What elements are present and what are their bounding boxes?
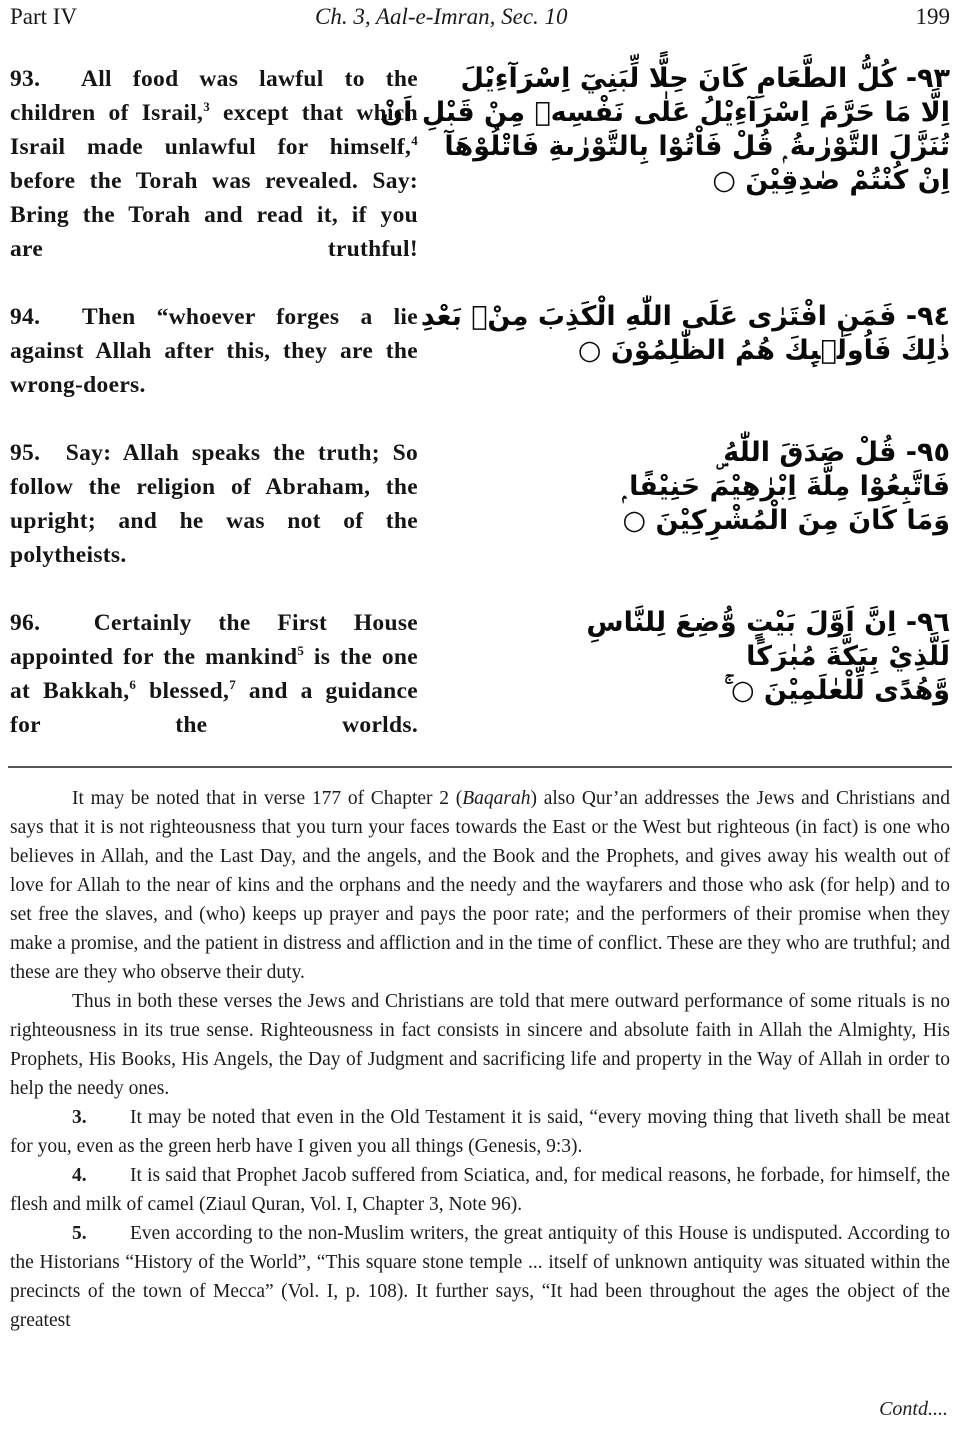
part-label: Part IV [10,4,78,29]
footnotes-section [10,784,950,1335]
verse-arabic [500,606,950,746]
commentary-paragraph: It may be noted that in verse 177 of Chapter 2 (Baqarah) also Qur’an addresses the Jews and Christians and says that it is not righteousness that you turn your faces towards the East or the West but righteous (in fact) is one who believes in Allah, and the Last Day, and the angels, and the Book and the Prophets, and gives away his wealth out of love for Allah to the near of kins and the orphans and the needy and the wayfarers and those who ask (for help) and to set free the slaves, and (who) keeps up prayer and pays the poor rate; and the performers of their promise when they make a promise, and the patient in distress and affliction and in the time of conflict. These are they who are truthful; and these are they who observe their duty. [10,788,950,983]
chapter-title: Ch. 3, Aal-e-Imran, Sec. 10 [315,4,568,29]
arabic-line: ٩٣- كُلُّ الطَّعَامِ كَانَ حِلًّا لِّبَنِيٓ اِسْرَآءِيْلَ [460,63,950,94]
verse-arabic [420,300,950,436]
arabic-line: ٩٥- قُلْ صَدَقَ اللّٰهُ ۣ [716,437,950,468]
footnote-marker[interactable]: 6 [129,677,137,693]
footnote-marker[interactable]: 7 [229,677,237,693]
footnote-number: 5. [72,1223,87,1244]
verse-93 [10,62,950,300]
verse-96 [10,606,950,746]
footnote-5: 5. Even according to the non-Muslim writers, the great antiquity of this House is undisputed. According to the Historians “History of the World”, “This square stone temple ... itself of unknown antiquity was situated within the precincts of the town of Mecca” (Vol. I, p. 108). It further says, “It had been throughout the ages the object of the greatest [10,1219,950,1335]
arabic-line: وَمَا كَانَ مِنَ الْمُشْرِكِيْنَ ○ [622,505,950,536]
verse-translation: 95. Say: Allah speaks the truth; So follow the religion of Abraham, the upright; and he was not of the polytheists. [10,440,418,568]
arabic-line: لَلَّذِيْ بِبَكَّةَ مُبٰرَكًا [746,641,950,672]
arabic-line: ذٰلِكَ فَاُولٰۗىِٕكَ هُمُ الظّٰلِمُوْنَ ○ [577,335,950,366]
footnote-marker[interactable]: 4 [411,133,418,149]
verse-number: 95. [10,440,41,466]
footnote-3: 3. It may be noted that even in the Old Testament it is said, “every moving thing that liveth shall be meat for you, even as the green herb have I given you all things (Genesis, 9:3). [10,1103,950,1161]
verse-95 [10,436,950,606]
arabic-line: ٩٤- فَمَنِ افْتَرٰى عَلَى اللّٰهِ الْكَذِبَ مِنْۢ بَعْدِ [420,301,950,332]
arabic-line: تُنَزَّلَ التَّوْرٰىةُ ۭ قُلْ فَاْتُوْا بِالتَّوْرٰىةِ فَاتْلُوْهَآ [444,131,950,162]
footnote-number: 4. [72,1165,87,1186]
footnote-4: 4. It is said that Prophet Jacob suffered from Sciatica, and, for medical reasons, he forbade, for himself, the flesh and milk of camel (Ziaul Quran, Vol. I, Chapter 3, Note 96). [10,1161,950,1219]
verse-translation: 96. Certainly the First House appointed for the mankind$^5$ is the one at Bakkah,$^6$ blessed,$^7$ and a guidance for the worlds. [10,610,418,738]
verses-section [10,62,950,746]
arabic-line: ٩٦- اِنَّ اَوَّلَ بَيْتٍ وُّضِعَ لِلنَّاسِ [586,607,950,638]
verse-translation: 94. Then “whoever forges a lie against Allah after this, they are the wrong-doers. [10,304,418,398]
footnote-marker[interactable]: 5 [297,643,305,659]
page-number: 199 [915,4,950,29]
verse-arabic [500,436,950,606]
verse-number: 93. [10,66,41,92]
section-divider [8,766,952,768]
footnote-marker[interactable]: 3 [203,99,211,115]
continued-marker: Contd.... [879,1398,948,1420]
verse-arabic [380,62,950,300]
verse-number: 94. [10,304,41,330]
commentary-paragraph: Thus in both these verses the Jews and Christians are told that mere outward performance of some rituals is no righteousness in its true sense. Righteousness in fact consists in sincere and absolute faith in Allah the Almighty, His Prophets, His Books, His Angels, the Day of Judgment and sacrificing life and property in the Way of Allah in order to help the needy ones. [10,991,950,1099]
verse-number: 96. [10,610,41,636]
arabic-line: فَاتَّبِعُوْا مِلَّةَ اِبْرٰهِيْمَ حَنِيْفًا ۭ [622,471,950,502]
verse-translation: 93. All food was lawful to the children of Israil,$^3$ except that which Israil made unlawful for himself,$^4$ before the Torah was revealed. Say: Bring the Torah and read it, if you are truthful! [10,66,418,262]
arabic-line: وَّهُدًى لِّلْعٰلَمِيْنَ ○ ۚ [724,675,950,706]
footnote-number: 3. [72,1107,87,1128]
verse-94 [10,300,950,436]
running-header [10,4,950,34]
arabic-line: اِنْ كُنْتُمْ صٰدِقِيْنَ ○ [712,165,950,196]
surah-name: Baqarah [462,788,531,809]
arabic-line: اِلَّا مَا حَرَّمَ اِسْرَآءِيْلُ عَلٰى نَفْسِهٖ مِنْ قَبْلِ اَنْ [380,97,950,128]
